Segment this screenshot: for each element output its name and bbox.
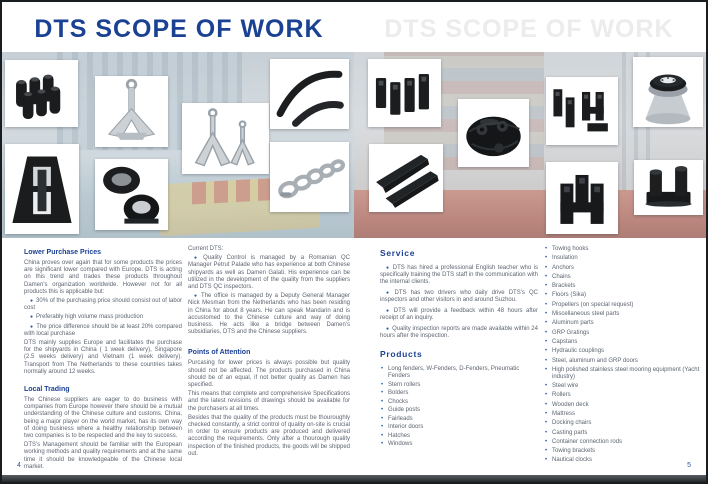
photo-rubber-profiles (368, 59, 441, 127)
bullet-line: ● DTS will provide a feedback within 48 hours after receipt of an inquiry. (380, 308, 538, 322)
photo-chocks (95, 159, 168, 230)
bullet-dot-icon: ● (386, 265, 390, 271)
product-item: • Fairleads (380, 416, 538, 423)
product-item: • Hydraulic couplings (544, 348, 704, 355)
rubber-profiles-icon (368, 59, 441, 127)
section-body (380, 265, 538, 340)
photo-double-bollard (634, 160, 703, 215)
paragraph: China proves over again that for some products the prices are significant lower compared with Europe. DTS is acting on this trend and trades these products throughout Damen's organization worldwide. However not for all products this is applicable but: (24, 260, 182, 295)
section-heading-points-of-attention: Points of Attention (188, 349, 251, 357)
paragraph: DTS mainly supplies Europe and facilitates the purchase for the shipyards in China ( 1 week delivery), Singapore (2.5 weeks delivery) and Vietnam (1 week delivery). Transport from The Netherlands to these countries takes normally around 12 weeks. (24, 340, 182, 375)
anchor-icon (95, 76, 168, 147)
current-dts-label: Current DTS: (188, 246, 224, 252)
bullet-line: ● The office is managed by a Deputy General Manager Nick Mesman from the Netherlands who has been residing in China for about 8 years. He can speak Mandarin and is accustomed to the Chinese culture and way of doing business. He acts like a bridge between Damen's subsidiaries, DTS and the Chinese suppliers. (188, 293, 350, 336)
photo-long-fenders (369, 144, 443, 212)
product-item: • Hatches (380, 433, 538, 440)
products-list-second (544, 246, 704, 464)
product-item: • Windows (380, 441, 538, 448)
paragraph: The Chinese suppliers are eager to do business with companies from Europe however there should be a mutual understanding of the Chinese culture and customs. China, being a major player on the world market, has its own way of doing business where a healthy relationship between two companies is to be respected and the key to success. (24, 397, 182, 440)
product-item: • Stern rollers (380, 382, 538, 389)
photo-pool-anchor (95, 76, 168, 147)
product-item: • Long fenders, W-Fenders, D-Fenders, Pneumatic Fenders (380, 366, 538, 380)
bullet-dot-icon: ● (30, 323, 34, 330)
product-item: • Capstans (544, 339, 704, 346)
bullet-line: ● DTS has hired a professional English teacher who is specifically training the DTS staff in the communication with the internal clients. (380, 265, 538, 286)
section-body (188, 255, 350, 336)
column-current-dts (188, 246, 350, 460)
photo-shackles (270, 142, 349, 212)
double-bollard-icon (634, 160, 703, 215)
product-item: • Aluminum parts (544, 320, 704, 327)
product-item: • GRP Gratings (544, 330, 704, 337)
paragraph: Purcasing for lower prices is always possible but quality should not be affected. The products purchased in China should be of an equal, if not better quality as Damen has specified. (188, 360, 350, 389)
photo-cross-bollard (546, 162, 618, 234)
bullet-dot-icon: ● (30, 314, 34, 321)
product-item: • Anchors (544, 265, 704, 272)
page-number-right: 5 (687, 462, 691, 469)
paragraph: DTS's Management should be familiar with the European working methods and quality requirements and at the same time it should be knowledgeable of the Chinese local market. (24, 442, 182, 470)
rubber-block-fenders-icon (5, 60, 78, 127)
product-item: • Propellers (on special request) (544, 302, 704, 309)
section-body (24, 260, 182, 376)
products-list-first (380, 366, 538, 448)
product-item: • Insulation (544, 255, 704, 262)
pneumatic-fender-icon (458, 99, 529, 167)
shackles-chain-icon (270, 142, 349, 212)
product-item: • Brackets (544, 283, 704, 290)
bullet-dot-icon: ● (194, 255, 201, 262)
photo-rubber-block-fenders (5, 60, 78, 127)
bullet-line: ● The price difference should be at least 20% compared with local purchase (24, 323, 182, 337)
section-body (188, 360, 350, 458)
rubber-blocks-icon (546, 77, 618, 145)
long-fenders-icon (369, 144, 443, 212)
product-item: • Chocks (380, 399, 538, 406)
curved-fenders-icon (270, 59, 349, 129)
column-products-continued (544, 246, 704, 467)
bullet-dot-icon: ● (386, 308, 391, 315)
section-heading-lower-purchase-prices: Lower Purchase Prices (24, 249, 102, 256)
paragraph: Besides that the quality of the products must be thouroughly checked constantly, a strict control of quality on-site is crucial in order to ensure products are produced and delivered according the requirements. Only after a thourough quality inspection of the finished products, the goods will be shipped out. (188, 414, 350, 457)
product-item: • Nautical clocks (544, 457, 704, 464)
bottom-edge-band (2, 475, 706, 482)
product-item: • Rollers (544, 392, 704, 399)
bullet-dot-icon: ● (386, 290, 392, 297)
column-lower-purchase-prices (24, 248, 182, 473)
section-heading-local-trading: Local Trading (24, 386, 70, 394)
section-heading-products: Products (380, 349, 423, 360)
bullet-dot-icon: ● (194, 293, 199, 300)
bullet-line: ● 30% of the purchasing price should consist out of labor cost (24, 298, 182, 312)
page-title: DTS SCOPE OF WORK (34, 15, 324, 43)
photo-stocked-anchors (182, 103, 269, 174)
product-item: • Wooden deck (544, 402, 704, 409)
bullet-dot-icon: ● (30, 298, 34, 305)
product-item: • Container connection rods (544, 439, 704, 446)
product-item: • Steel, aluminum and GRP doors (544, 358, 704, 365)
product-item: • Mattress (544, 411, 704, 418)
page-title-watermark: DTS SCOPE OF WORK (384, 15, 674, 43)
product-item: • Towing hooks (544, 246, 704, 253)
product-item: • Towing brackets (544, 448, 704, 455)
photo-rubber-blocks (546, 77, 618, 145)
bullet-line: ● DTS has two drivers who daily drive DTS's QC inspectors and other visitors in and around Suzhou. (380, 290, 538, 304)
product-item: • High polished stainless steel mooring equipment (Yacht industry) (544, 367, 704, 381)
product-item: • Floors (Sika) (544, 292, 704, 299)
page-number-left: 4 (17, 462, 21, 469)
product-item: • Bolders (380, 390, 538, 397)
bullet-line: ● Preferably high volume mass production (30, 314, 144, 321)
bullet-line: ● Quality inspection reports are made available within 24 hours after the inspection. (380, 325, 538, 340)
product-item: • Guide posts (380, 407, 538, 414)
cross-bollard-icon (546, 162, 618, 234)
product-item: • Casting parts (544, 430, 704, 437)
photo-curved-fenders (270, 59, 349, 129)
chocks-icon (95, 159, 168, 230)
product-item: • Miscellaneous steel parts (544, 311, 704, 318)
paragraph: This means that complete and comprehensive Specifications and the latest revisions of drawings should be available for the purchasers at all times. (188, 391, 350, 412)
capstan-icon (633, 57, 703, 127)
product-photo-collage (2, 52, 706, 238)
photo-towing-bracket (5, 144, 79, 234)
section-body (24, 397, 182, 471)
column-service-products (380, 248, 538, 450)
bullet-line: ● Quality Control is managed by a Romanian QC Manager Petrut Palade who has experience at both Chinese shipyards as well as Damen Galati. His experience can be utilized in the development of the quality from the suppliers and DTS QC inspectors. (188, 255, 350, 291)
product-item: • Chains (544, 274, 704, 281)
towing-bracket-icon (5, 144, 79, 234)
photo-pneumatic-fender (458, 99, 529, 167)
section-heading-service: Service (380, 248, 416, 258)
product-item: • Steel wire (544, 383, 704, 390)
two-anchors-icon (182, 103, 269, 174)
product-item: • Docking chairs (544, 420, 704, 427)
bullet-dot-icon: ● (386, 325, 390, 332)
product-item: • Interior doors (380, 424, 538, 431)
photo-capstan (633, 57, 703, 127)
